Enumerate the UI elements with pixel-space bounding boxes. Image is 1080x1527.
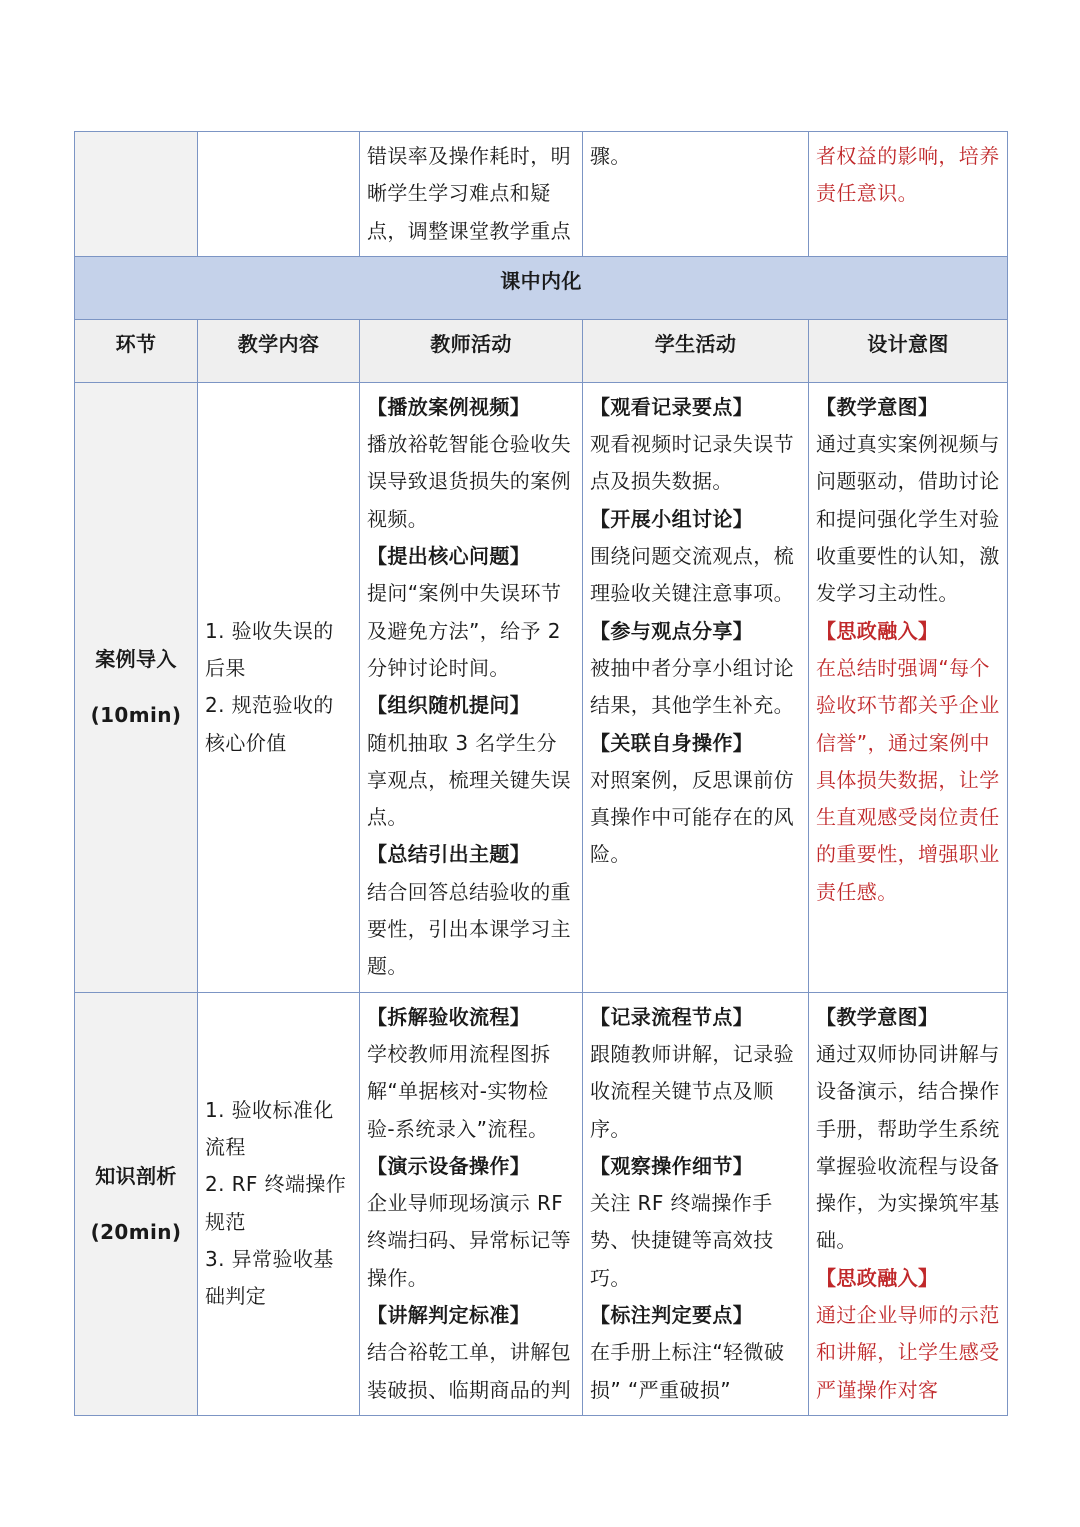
activity-body: 围绕问题交流观点，梳理验收关键注意事项。 <box>590 544 794 606</box>
design-cell <box>809 382 1008 992</box>
content-cell <box>198 382 360 992</box>
link-name: 案例导入 <box>95 647 177 672</box>
activity-body: 提问“案例中失误环节及避免方法”，给予 2 分钟讨论时间。 <box>367 581 562 680</box>
header-content: 教学内容 <box>198 319 360 382</box>
teacher-cell <box>360 992 583 1415</box>
activity-title: 【观看记录要点】 <box>590 394 754 419</box>
activity-body: 在手册上标注“轻微破损” “严重破损” <box>590 1340 785 1402</box>
student-cell <box>583 382 809 992</box>
design-body: 通过企业导师的示范和讲解，让学生感受严谨操作对客 <box>816 1303 1000 1402</box>
activity-body: 关注 RF 终端操作手势、快捷键等高效技巧。 <box>590 1191 774 1290</box>
activity-body: 随机抽取 3 名学生分享观点，梳理关键失误点。 <box>367 730 571 830</box>
activity-body: 观看视频时记录失误节点及损失数据。 <box>590 432 794 494</box>
content-item: 2. 规范验收的核心价值 <box>205 693 334 755</box>
continuation-design-cell: 者权益的影响，培养责任意识。 <box>809 132 1008 257</box>
table-row <box>75 382 1008 992</box>
activity-title: 【开展小组讨论】 <box>590 506 754 531</box>
activity-title: 【总结引出主题】 <box>367 842 531 867</box>
activity-body: 结合回答总结验收的重要性，引出本课学习主题。 <box>367 879 571 979</box>
link-time: (20min) <box>90 1219 182 1244</box>
content-item: 2. RF 终端操作规范 <box>205 1172 347 1234</box>
design-title: 【教学意图】 <box>816 1004 939 1029</box>
link-cell <box>75 382 198 992</box>
activity-title: 【讲解判定标准】 <box>367 1303 531 1328</box>
design-body: 通过双师协同讲解与设备演示，结合操作手册，帮助学生系统掌握验收流程与设备操作，为实操筑牢基础。 <box>816 1041 1000 1253</box>
activity-title: 【关联自身操作】 <box>590 730 754 755</box>
design-title: 【教学意图】 <box>816 394 939 419</box>
header-link: 环节 <box>75 319 198 382</box>
content-item: 1. 验收标准化流程 <box>205 1097 334 1160</box>
continuation-content-cell <box>198 132 360 257</box>
link-name: 知识剖析 <box>95 1163 177 1188</box>
activity-title: 【组织随机提问】 <box>367 693 531 718</box>
activity-title: 【拆解验收流程】 <box>367 1004 531 1029</box>
activity-body: 学校教师用流程图拆解“单据核对-实物检验-系统录入”流程。 <box>367 1041 551 1141</box>
teacher-cell <box>360 382 583 992</box>
section-title: 课中内化 <box>75 256 1008 319</box>
header-student: 学生活动 <box>583 319 809 382</box>
activity-title: 【演示设备操作】 <box>367 1153 531 1178</box>
activity-body: 企业导师现场演示 RF 终端扫码、异常标记等操作。 <box>367 1191 571 1290</box>
activity-title: 【参与观点分享】 <box>590 618 754 643</box>
content-item: 3. 异常验收基础判定 <box>205 1247 334 1309</box>
student-cell <box>583 992 809 1415</box>
design-body: 在总结时强调“每个验收环节都关乎企业信誉”，通过案例中具体损失数据，让学生直观感受岗位责任的重要性，增强职业责任感。 <box>816 655 1000 904</box>
continuation-teacher-cell: 错误率及操作耗时，明晰学生学习难点和疑点，调整课堂教学重点 <box>360 132 583 257</box>
ideology-block <box>816 613 1000 911</box>
activity-title: 【提出核心问题】 <box>367 544 531 569</box>
activity-body: 对照案例，反思课前仿真操作中可能存在的风险。 <box>590 767 794 867</box>
header-teacher: 教师活动 <box>360 319 583 382</box>
activity-title: 【记录流程节点】 <box>590 1004 754 1029</box>
continuation-row <box>75 132 1008 257</box>
activity-title: 【观察操作细节】 <box>590 1153 754 1178</box>
table-row <box>75 992 1008 1415</box>
design-body: 通过真实案例视频与问题驱动，借助讨论和提问强化学生对验收重要性的认知，激发学习主动性。 <box>816 432 1000 606</box>
activity-body: 播放裕乾智能仓验收失误导致退货损失的案例视频。 <box>367 432 571 531</box>
activity-body: 被抽中者分享小组讨论结果，其他学生补充。 <box>590 655 794 718</box>
ideology-block <box>816 1260 1000 1409</box>
activity-title: 【播放案例视频】 <box>367 394 531 419</box>
section-row <box>75 256 1008 319</box>
header-design: 设计意图 <box>809 319 1008 382</box>
link-cell <box>75 992 198 1415</box>
design-cell <box>809 992 1008 1415</box>
activity-body: 跟随教师讲解，记录验收流程关键节点及顺序。 <box>590 1041 794 1141</box>
activity-body: 结合裕乾工单，讲解包装破损、临期商品的判 <box>367 1340 571 1402</box>
content-cell <box>198 992 360 1415</box>
content-item: 1. 验收失误的后果 <box>205 618 334 680</box>
continuation-student-cell: 骤。 <box>583 132 809 257</box>
link-time: (10min) <box>90 703 182 728</box>
activity-title: 【标注判定要点】 <box>590 1303 754 1328</box>
header-row <box>75 319 1008 382</box>
lesson-plan-table <box>74 131 1008 1416</box>
design-title: 【思政融入】 <box>816 618 939 643</box>
design-title: 【思政融入】 <box>816 1265 939 1290</box>
continuation-link-cell <box>75 132 198 257</box>
